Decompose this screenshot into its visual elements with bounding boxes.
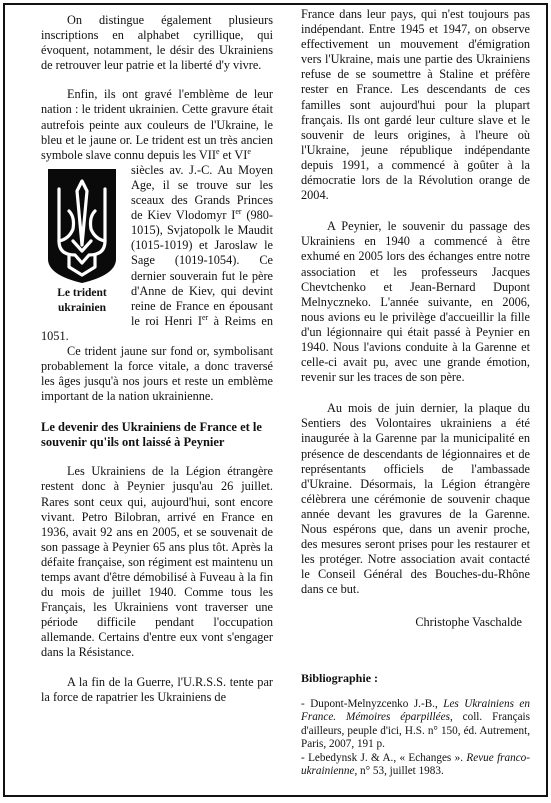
paragraph-emigration: France dans leur pays, qui n'est toujours pas indépendant. Entre 1945 et 1947, on observe effectivement un mouvement d'émigration vers l'Ukraine, mais une partie des Ukrainiens refuse de se soumettre à Staline et préfère rester en France. Les descendants de ces familles sont aujourd'hui pour la plupart français. Ils ont gardé leur culture slave et le souvenir de leurs origines, à l'heure où l'Ukraine, jeune république indépendante depuis 1991, a commencé à goûter à la démocratie lors de la Révolution orange de 2004. bbox=[301, 7, 530, 203]
paragraph-war-end: A la fin de la Guerre, l'U.R.S.S. tente par la force de rapatrier les Ukrainiens de bbox=[41, 674, 273, 704]
section-heading: Le devenir des Ukrainiens de France et le souvenir qu'ils ont laissé à Peynier bbox=[41, 420, 262, 450]
trident-icon bbox=[45, 167, 119, 285]
paragraph-trident-history-cont: Le trident ukrainien siècles av. J.-C. Au Moyen Age, il se trouve sur les sceaux des Grands Princes de Kiev Vlodomyr Ier (980-1015), Svjatopolk le Maudit (1015-1019) et Jaroslaw le Sage (1019-1054). Ce dernier souverain fut le père d'Anne de Kiev, qui devint reine de France en épousant le roi Henri Ier à Reims en 1051. bbox=[41, 162, 273, 343]
right-column bbox=[301, 5, 530, 779]
paragraph-inscriptions: On distingue également plusieurs inscriptions en alphabet cyrillique, qui évoquent, notamment, le désir des Ukrainiens de retrouver leur patrie et la liberté d'y vivre. bbox=[41, 13, 273, 73]
paragraph-plaque: Au mois de juin dernier, la plaque du Sentiers des Volontaires ukrainiens a été inaugurée à la Garenne par la municipalité en présence de descendants de légionnaires et de représentants officiels de l'ambassade d'Ukraine. Désormais, la Légion étrangère célèbrera une cérémonie de souvenir chaque année devant les gravures de la Garenne. Nous espérons que, dans un avenir proche, des mesures seront prises pour les restaurer et les protéger. Notre association avait contacté le Conseil Général des Bouches-du-Rhône dans ce but. bbox=[301, 401, 530, 597]
bibliography-entry: - Dupont-Melnyzcenko J.-B., Les Ukrainiens en France. Mémoires éparpillées, coll. Français d'ailleurs, peuple d'ici, H.S. n° 150, éd. Autrement, Paris, 2007, 191 p. bbox=[301, 697, 530, 751]
bibliography-title: Bibliographie : bbox=[301, 670, 379, 685]
document-page bbox=[3, 3, 548, 797]
emblem-caption: Le trident ukrainien bbox=[57, 286, 107, 314]
trident-emblem bbox=[41, 167, 123, 315]
bibliography-entry: - Lebedynsk J. & A., « Echanges ». Revue franco-ukrainienne, n° 53, juillet 1983. bbox=[301, 751, 530, 778]
paragraph-peynier-memory: A Peynier, le souvenir du passage des Ukrainiens en 1940 a commencé à être exhumé en 2005 lors des échanges entre notre association et les professeurs Jacques Chevtchenko et Jean-Bernard Dupont Melnyczneko. L'année suivante, en 2006, nous avions eu le privilège d'accueillir la fille d'un légionnaire qui était passé à Peynier en 1940. Nous l'avions conduite à la Garenne et celle-ci avait pu, avec une grande émotion, revenir sur les traces de son père. bbox=[301, 219, 530, 385]
paragraph-trident-history: Enfin, ils ont gravé l'emblème de leur nation : le trident ukrainien. Cette gravure était autrefois peinte aux couleurs de l'Ukraine, le bleu et le jaune or. Le trident est un très ancien symbole slave connu depuis les VIIe et VIe bbox=[41, 87, 273, 162]
author-signature: Christophe Vaschalde bbox=[415, 615, 522, 630]
paragraph-trident-meaning: Ce trident jaune sur fond or, symbolisant probablement la force vitale, a donc traversé les âges jusqu'à nos jours et reste un emblème important de la nation ukrainienne. bbox=[41, 343, 273, 404]
paragraph-emblem bbox=[41, 87, 273, 404]
left-column bbox=[41, 5, 273, 705]
paragraph-legion: Les Ukrainiens de la Légion étrangère restent donc à Peynier jusqu'au 26 juillet. Rares sont ceux qui, aujourd'hui, sont encore vivant. Petro Bilobran, arrivé en France en 1936, avait 92 ans en 2005, et se souvenait de son passage à Peynier 65 ans plus tôt. Après la défaite française, son régiment est maintenu un temps avant d'être démobilisé à Fuveau à la fin du mois de juillet 1940. Comme tous les Français, les Ukrainiens vont traverser une période difficile pendant l'occupation allemande. Certains d'entre eux vont s'engager dans la Résistance. bbox=[41, 464, 273, 660]
